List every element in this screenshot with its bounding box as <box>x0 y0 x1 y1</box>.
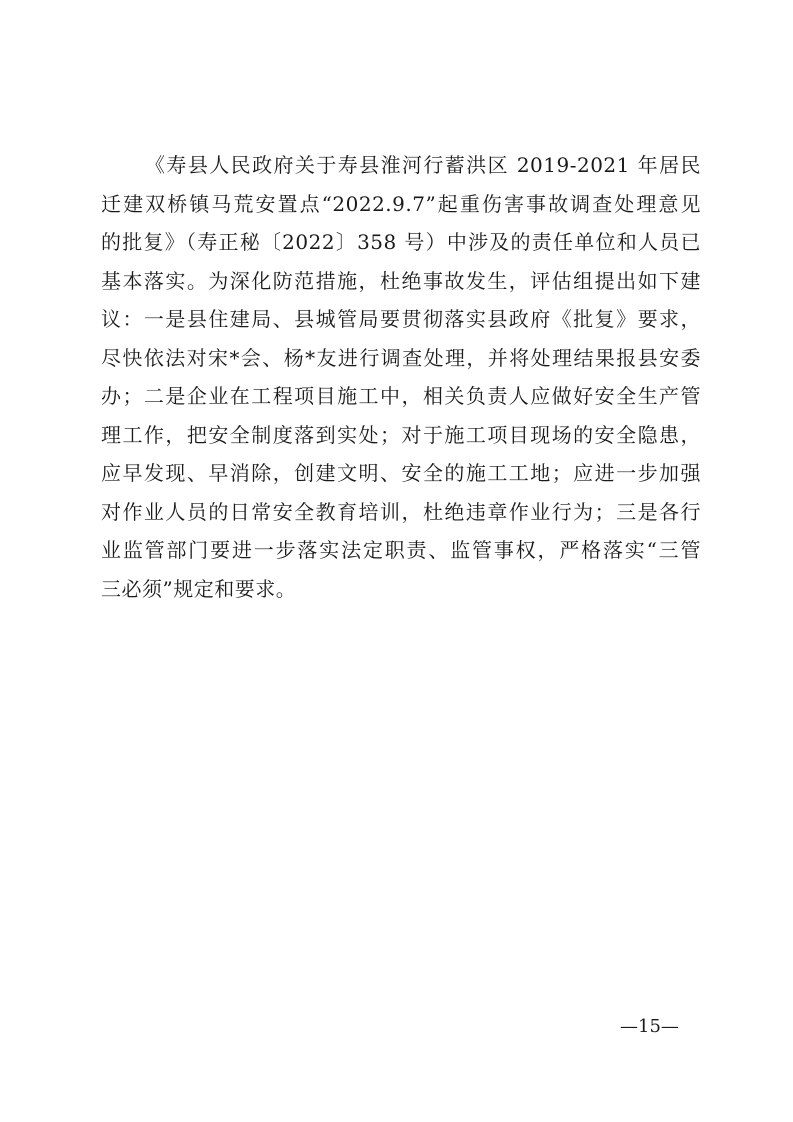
paragraph-line: 理工作，把安全制度落到实处；对于施工项目现场的安全隐患， <box>101 422 701 447</box>
paragraph-line: 应早发现、早消除，创建文明、安全的施工工地；应进一步加强 <box>101 461 701 485</box>
paragraph-line: 办；二是企业在工程项目施工中，相关负责人应做好安全生产管 <box>101 384 701 408</box>
paragraph-line: 《寿县人民政府关于寿县淮河行蓄洪区 2019-2021 年居民 <box>145 153 701 177</box>
page-number: —15— <box>620 1016 679 1037</box>
paragraph-line: 尽快依法对宋*会、杨*友进行调查处理，并将处理结果报县安委 <box>101 345 701 370</box>
paragraph-line: 迁建双桥镇马荒安置点“2022.9.7”起重伤害事故调查处理意见 <box>101 191 701 216</box>
paragraph-line: 业监管部门要进一步落实法定职责、监管事权，严格落实“三管 <box>101 538 701 562</box>
body-paragraph <box>101 146 701 608</box>
paragraph-line: 对作业人员的日常安全教育培训，杜绝违章作业行为；三是各行 <box>101 499 701 524</box>
paragraph-line: 的批复》（寿正秘〔2022〕358 号）中涉及的责任单位和人员已 <box>101 230 701 254</box>
paragraph-line: 基本落实。为深化防范措施，杜绝事故发生，评估组提出如下建 <box>101 268 701 293</box>
paragraph-line: 三必须”规定和要求。 <box>101 576 297 601</box>
paragraph-line: 议：一是县住建局、县城管局要贯彻落实县政府《批复》要求， <box>101 307 701 331</box>
